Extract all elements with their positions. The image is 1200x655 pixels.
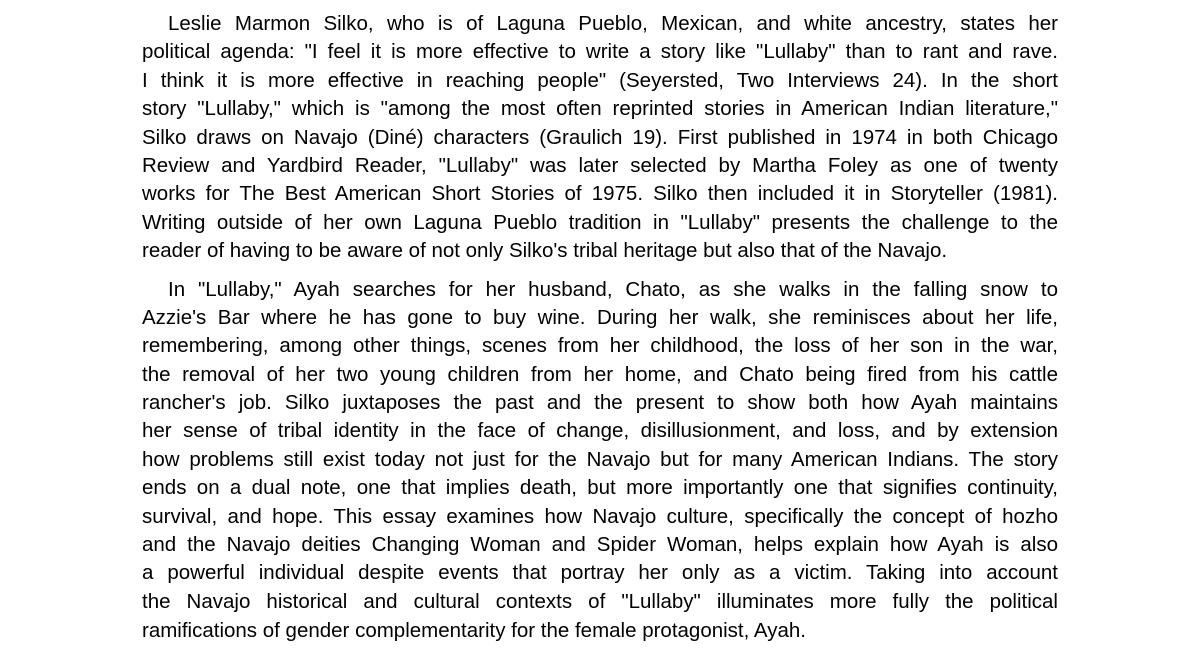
text-line: I think it is more effective in reaching people" (Seyersted, Two Interviews 24). In the short xyxy=(142,68,1058,92)
text-line: In "Lullaby," Ayah searches for her husband, Chato, as she walks in the falling snow to xyxy=(168,277,1058,301)
text-line: ends on a dual note, one that implies death, but more importantly one that signifies continuity, xyxy=(142,476,1058,500)
text-line: story "Lullaby," which is "among the most often reprinted stories in American Indian literature," xyxy=(142,97,1058,121)
text-line: works for The Best American Short Stories of 1975. Silko then included it in Storyteller (1981). xyxy=(142,182,1058,206)
text-line: and the Navajo deities Changing Woman and Spider Woman, helps explain how Ayah is also xyxy=(142,533,1058,557)
paragraph-analysis xyxy=(142,276,1058,645)
text-line: her sense of tribal identity in the face of change, disillusionment, and loss, and by extension xyxy=(142,419,1058,443)
text-line: rancher's job. Silko juxtaposes the past and the present to show both how Ayah maintains xyxy=(142,391,1058,415)
text-line: the removal of her two young children from her home, and Chato being fired from his cattle xyxy=(142,362,1058,386)
text-line: ramifications of gender complementarity for the female protagonist, Ayah. xyxy=(142,619,806,643)
text-line: reader of having to be aware of not only Silko's tribal heritage but also that of the Navajo. xyxy=(142,239,948,263)
text-line: how problems still exist today not just for the Navajo but for many American Indians. The story xyxy=(142,447,1058,471)
text-line: survival, and hope. This essay examines how Navajo culture, specifically the concept of hozho xyxy=(142,504,1058,528)
text-line: Review and Yardbird Reader, "Lullaby" was later selected by Martha Foley as one of twenty xyxy=(142,153,1058,177)
text-line: Leslie Marmon Silko, who is of Laguna Pueblo, Mexican, and white ancestry, states her xyxy=(168,12,1058,35)
text-line: political agenda: "I feel it is more effective to write a story like "Lullaby" than to rant and rave. xyxy=(142,40,1058,64)
text-line: Writing outside of her own Laguna Pueblo tradition in "Lullaby" presents the challenge to the xyxy=(142,210,1058,234)
text-line: the Navajo historical and cultural contexts of "Lullaby" illuminates more fully the political xyxy=(142,589,1058,613)
paragraph-intro xyxy=(142,10,1058,266)
text-line: Silko draws on Navajo (Diné) characters (Graulich 19). First published in 1974 in both Chicago xyxy=(142,125,1058,149)
text-line: remembering, among other things, scenes from her childhood, the loss of her son in the war, xyxy=(142,334,1058,358)
document-body xyxy=(142,10,1058,655)
text-line: Azzie's Bar where he has gone to buy wine. During her walk, she reminisces about her life, xyxy=(142,305,1058,329)
text-line: a powerful individual despite events that portray her only as a victim. Taking into account xyxy=(142,561,1058,585)
